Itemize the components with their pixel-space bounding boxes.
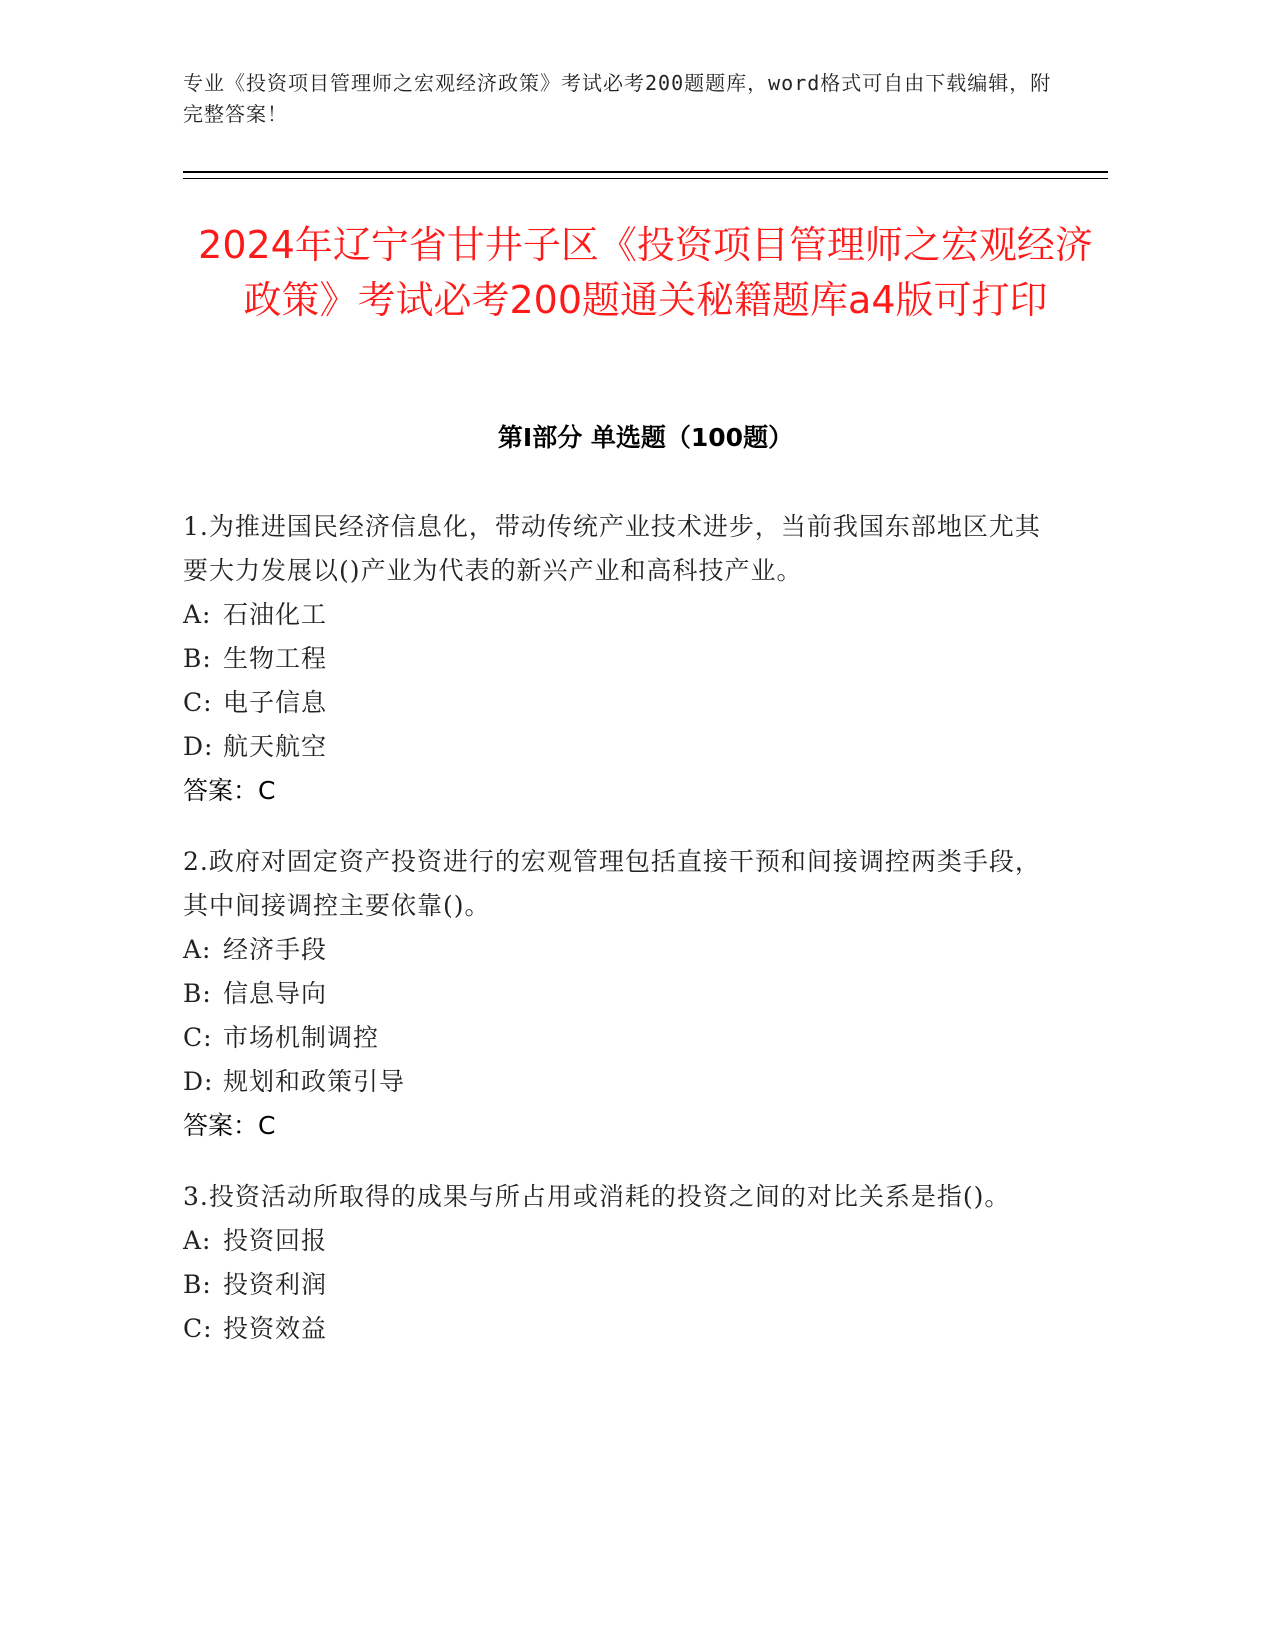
option-text: 规划和政策引导 — [223, 1067, 406, 1096]
option-key: C: — [183, 1023, 213, 1052]
option-d — [183, 725, 1063, 769]
answer-label: 答案： — [183, 1111, 259, 1140]
option-key: A: — [183, 1226, 212, 1255]
option-key: B: — [183, 979, 212, 1008]
option-key: C: — [183, 1314, 213, 1343]
option-b — [183, 972, 1063, 1016]
question-text: 1.为推进国民经济信息化，带动传统产业技术进步，当前我国东部地区尤其要大力发展以()产业为代表的新兴产业和高科技产业。 — [183, 512, 1041, 585]
question-list — [183, 505, 1063, 1378]
option-text: 市场机制调控 — [223, 1023, 380, 1052]
header-rule-thin — [183, 178, 1108, 179]
answer-line — [183, 1104, 1063, 1148]
option-key: D: — [183, 1067, 214, 1096]
option-text: 生物工程 — [223, 644, 328, 673]
question-item — [183, 505, 1063, 813]
option-key: B: — [183, 1270, 212, 1299]
option-key: D: — [183, 732, 214, 761]
option-text: 投资效益 — [223, 1314, 328, 1343]
header-note: 专业《投资项目管理师之宏观经济政策》考试必考200题题库，word格式可自由下载编辑，附完整答案！ — [183, 71, 1052, 126]
option-d — [183, 1060, 1063, 1104]
option-key: B: — [183, 644, 212, 673]
option-a — [183, 593, 1063, 637]
option-a — [183, 928, 1063, 972]
option-c — [183, 1307, 1063, 1351]
option-text: 投资回报 — [223, 1226, 328, 1255]
option-text: 投资利润 — [223, 1270, 328, 1299]
option-b — [183, 637, 1063, 681]
question-text: 3.投资活动所取得的成果与所占用或消耗的投资之间的对比关系是指()。 — [183, 1182, 1011, 1211]
question-item — [183, 840, 1063, 1148]
document-title: 2024年辽宁省甘井子区《投资项目管理师之宏观经济政策》考试必考200题通关秘籍题库a4版可打印 — [198, 223, 1093, 322]
option-text: 电子信息 — [223, 688, 328, 717]
option-key: A: — [183, 600, 212, 629]
answer-value: C — [258, 1111, 276, 1140]
option-text: 石油化工 — [223, 600, 328, 629]
option-text: 航天航空 — [223, 732, 328, 761]
section-title: 第I部分 单选题（100题） — [497, 423, 794, 452]
option-b — [183, 1263, 1063, 1307]
header-rule-thick — [183, 171, 1108, 173]
option-key: C: — [183, 688, 213, 717]
option-a — [183, 1219, 1063, 1263]
option-text: 经济手段 — [223, 935, 328, 964]
question-text: 2.政府对固定资产投资进行的宏观管理包括直接干预和间接调控两类手段，其中间接调控主要依靠()。 — [183, 847, 1041, 920]
option-c — [183, 681, 1063, 725]
answer-value: C — [258, 776, 276, 805]
option-c — [183, 1016, 1063, 1060]
answer-label: 答案： — [183, 776, 259, 805]
answer-line — [183, 769, 1063, 813]
question-item — [183, 1175, 1063, 1351]
option-key: A: — [183, 935, 212, 964]
option-text: 信息导向 — [223, 979, 328, 1008]
